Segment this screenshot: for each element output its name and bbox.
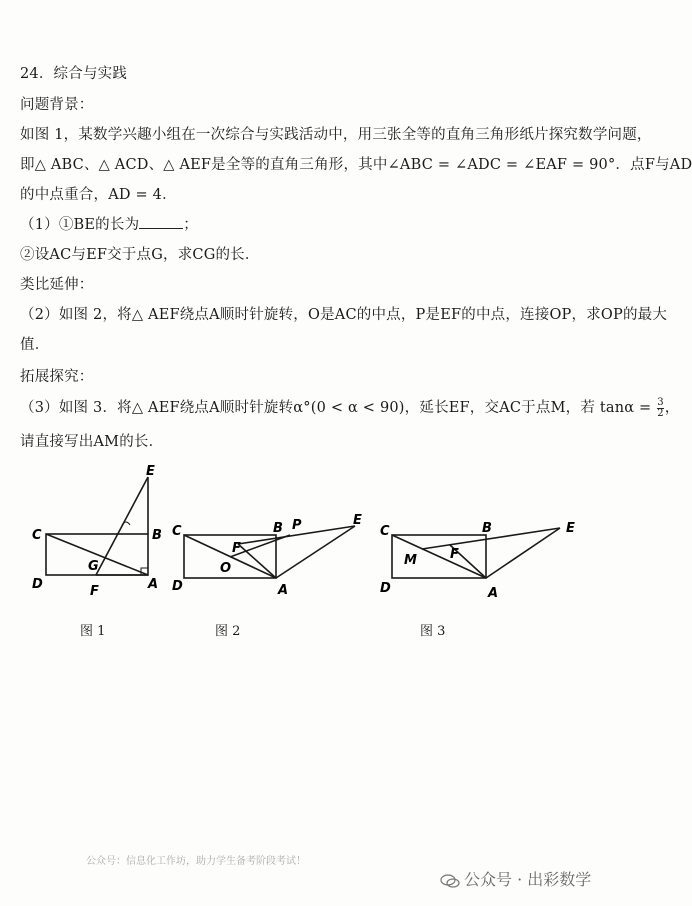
background-line-2: 即△ ABC、△ ACD、△ AEF是全等的直角三角形，其中∠ABC = ∠ADC = ∠EAF = 90°．点F与AD xyxy=(20,157,692,173)
label-d: D xyxy=(32,577,43,592)
label-c: C xyxy=(380,524,390,539)
figure-3 xyxy=(370,510,590,605)
label-f: F xyxy=(232,541,241,556)
question-3-line-1 xyxy=(20,396,679,419)
figure-2-caption: 图 2 xyxy=(215,624,241,639)
segment-fa xyxy=(238,544,276,578)
label-m: M xyxy=(404,553,417,568)
question-2-line-2: 值． xyxy=(20,337,50,353)
question-2-line-1: （2）如图 2，将△ AEF绕点A顺时针旋转，O是AC的中点，P是EF的中点，连接OP，求OP的最大 xyxy=(20,307,668,323)
wechat-icon xyxy=(440,874,460,888)
question-1a-suffix: ； xyxy=(183,217,198,233)
fraction-numerator: 3 xyxy=(657,396,664,408)
answer-blank xyxy=(139,216,183,229)
label-f: F xyxy=(450,547,459,562)
background-line-3: 的中点重合，AD = 4． xyxy=(20,187,177,203)
label-p: P xyxy=(292,518,302,533)
label-d: D xyxy=(172,579,183,594)
tan-fraction xyxy=(657,398,664,419)
figure-1-caption: 图 1 xyxy=(80,624,106,639)
watermark-text: 公众号 · 出彩数学 xyxy=(464,870,592,889)
watermark xyxy=(440,867,591,890)
label-b: B xyxy=(152,528,162,543)
figure-3-caption: 图 3 xyxy=(420,624,446,639)
label-o: O xyxy=(220,561,232,576)
label-b: B xyxy=(482,521,492,536)
label-g: G xyxy=(88,559,99,574)
label-e: E xyxy=(566,521,575,536)
footer-note: 公众号：信息化工作坊，助力学生备考阶段考试！ xyxy=(86,856,306,867)
segment-ae xyxy=(486,528,560,578)
segment-ae xyxy=(276,526,355,578)
label-c: C xyxy=(172,524,182,539)
label-c: C xyxy=(32,528,42,543)
label-b: B xyxy=(273,521,283,536)
segment-fe xyxy=(96,477,148,575)
question-3-suffix: ， xyxy=(664,400,680,416)
label-a: A xyxy=(488,586,499,601)
question-1a xyxy=(20,213,198,234)
extension-heading: 类比延伸： xyxy=(20,277,94,293)
question-1b: ②设AC与EF交于点G，求CG的长． xyxy=(20,247,260,263)
label-a: A xyxy=(278,583,289,598)
question-1a-text: （1）①BE的长为 xyxy=(20,217,140,233)
background-line-1: 如图 1，某数学兴趣小组在一次综合与实践活动中，用三张全等的直角三角形纸片探究数学问题， xyxy=(20,127,652,143)
label-e: E xyxy=(146,464,155,479)
label-d: D xyxy=(380,581,391,596)
question-3-line-2: 请直接写出AM的长． xyxy=(20,434,164,450)
background-heading: 问题背景： xyxy=(20,97,94,113)
label-f: F xyxy=(90,584,99,599)
fraction-denominator: 2 xyxy=(657,407,664,419)
figure-1 xyxy=(20,462,170,602)
problem-title: 24．综合与实践 xyxy=(20,66,128,82)
question-3-text: （3）如图 3．将△ AEF绕点A顺时针旋转α°(0 < α < 90)，延长EF，交AC于点M，若 tanα = xyxy=(20,400,657,416)
label-e: E xyxy=(353,513,362,528)
explore-heading: 拓展探究： xyxy=(20,369,94,385)
label-a: A xyxy=(148,577,159,592)
figure-2 xyxy=(170,510,380,605)
